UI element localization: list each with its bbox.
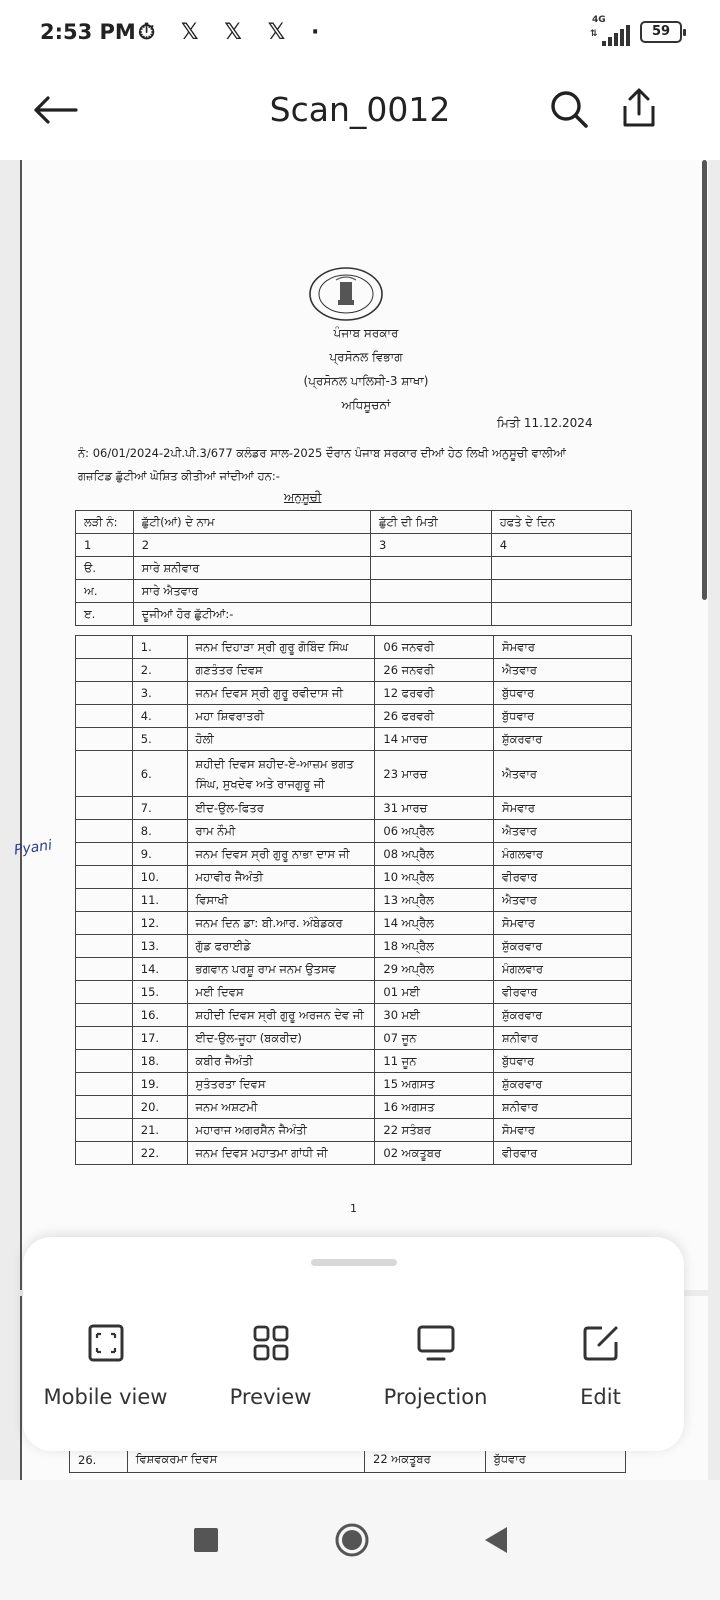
holiday-date: 16 ਅਗਸਤ — [375, 1096, 494, 1119]
holiday-name: ਜਨਮ ਦਿਵਸ ਸ੍ਰੀ ਗੁਰੂ ਰਵੀਦਾਸ ਜੀ — [187, 682, 375, 705]
holiday-day: ਸ਼ੁੱਕਰਵਾਰ — [494, 728, 632, 751]
holiday-date: 14 ਅਪ੍ਰੈਲ — [375, 912, 494, 935]
holiday-no: 3. — [132, 682, 187, 705]
holiday-name: ਮਹਾ ਸ਼ਿਵਰਾਤਰੀ — [187, 705, 375, 728]
holiday-no: 13. — [132, 935, 187, 958]
table-row — [76, 1027, 632, 1050]
holiday-day: ਸ਼ੁੱਕਰਵਾਰ — [494, 1004, 632, 1027]
memo-line-2: ਗਜ਼ਟਿਡ ਛੁੱਟੀਆਂ ਘੋਸ਼ਿਤ ਕੀਤੀਆਂ ਜਾਂਦੀਆਂ ਹਨ:- — [78, 469, 280, 483]
holiday-day: ਸ਼ਨੀਵਾਰ — [494, 1096, 632, 1119]
holiday-day: ਬੁੱਧਵਾਰ — [494, 1050, 632, 1073]
holiday-no: 9. — [132, 843, 187, 866]
preview-button[interactable] — [188, 1323, 353, 1409]
header-line-2: ਪ੍ਰਸੋਨਲ ਵਿਭਾਗ — [329, 350, 403, 364]
holiday-name: ਵਿਸਾਖੀ — [187, 889, 375, 912]
indent-cell — [76, 843, 133, 866]
holiday-no: 18. — [132, 1050, 187, 1073]
holiday-name: ਈਦ-ਉਲ-ਜੂਹਾ (ਬਕਰੀਦ) — [187, 1027, 375, 1050]
notification-icons: ⏱ 𝕏 𝕏 𝕏 · — [138, 20, 329, 45]
holiday-date: 26 ਫਰਵਰੀ — [375, 705, 494, 728]
holiday-date: 02 ਅਕਤੂਬਰ — [375, 1142, 494, 1165]
holiday-date: 14 ਮਾਰਚ — [375, 728, 494, 751]
search-button[interactable] — [546, 86, 592, 132]
back-triangle-icon — [483, 1526, 509, 1554]
holiday-date: 01 ਮਈ — [375, 981, 494, 1004]
holiday-day: ਐਤਵਾਰ — [494, 751, 632, 797]
holiday-name: ਕਬੀਰ ਜੈਅੰਤੀ — [187, 1050, 375, 1073]
table-row — [76, 935, 632, 958]
indent-cell — [76, 981, 133, 1004]
table-row — [76, 1119, 632, 1142]
app-bar — [0, 70, 720, 160]
table-row — [76, 705, 632, 728]
holiday-no: 16. — [132, 1004, 187, 1027]
table-row — [76, 1004, 632, 1027]
holiday-no: 26. — [70, 1447, 128, 1473]
holiday-no: 1. — [132, 636, 187, 659]
holiday-day: ਬੁੱਧਵਾਰ — [485, 1447, 625, 1473]
page-number: 1 — [350, 1202, 357, 1215]
drag-handle[interactable] — [311, 1259, 397, 1266]
holiday-name: ਸੁਤੰਤਰਤਾ ਦਿਵਸ — [187, 1073, 375, 1096]
holiday-day: ਮੰਗਲਵਾਰ — [494, 843, 632, 866]
indent-cell — [76, 820, 133, 843]
scan-page-1 — [13, 160, 708, 1290]
action-label: Projection — [383, 1385, 488, 1409]
holiday-no: 17. — [132, 1027, 187, 1050]
holiday-date: 22 ਸਤੰਬਰ — [375, 1119, 494, 1142]
holiday-date: 23 ਮਾਰਚ — [375, 751, 494, 797]
holiday-day: ਸ਼ੁੱਕਰਵਾਰ — [494, 935, 632, 958]
holiday-name: ਮਹਾਰਾਜ ਅਗਰਸੈਨ ਜੈਅੰਤੀ — [187, 1119, 375, 1142]
header-cell: ਛੁੱਟੀ ਦੀ ਮਿਤੀ — [371, 511, 492, 534]
holiday-date: 06 ਅਪ੍ਰੈਲ — [375, 820, 494, 843]
holiday-name: ਈਦ-ਉਲ-ਫਿਤਰ — [187, 797, 375, 820]
holiday-no: 14. — [132, 958, 187, 981]
projection-button[interactable] — [353, 1323, 518, 1409]
group-row — [76, 580, 632, 603]
holiday-date: 26 ਜਨਵਰੀ — [375, 659, 494, 682]
holiday-day: ਬੁੱਧਵਾਰ — [494, 682, 632, 705]
indent-cell — [76, 889, 133, 912]
holiday-date: 08 ਅਪ੍ਰੈਲ — [375, 843, 494, 866]
table-row — [76, 1142, 632, 1165]
holiday-day: ਐਤਵਾਰ — [494, 820, 632, 843]
holiday-day: ਵੀਰਵਾਰ — [494, 866, 632, 889]
table-row — [76, 958, 632, 981]
column-number-row — [76, 534, 632, 557]
holiday-no: 20. — [132, 1096, 187, 1119]
table-row — [76, 682, 632, 705]
group-row — [76, 603, 632, 626]
holiday-name: ਰਾਮ ਨੌਮੀ — [187, 820, 375, 843]
table-row — [76, 981, 632, 1004]
holiday-date: 22 ਅਕਤੂਬਰ — [365, 1447, 486, 1473]
indent-cell — [76, 958, 133, 981]
holiday-day: ਐਤਵਾਰ — [494, 659, 632, 682]
header-line-1: ਪੰਜਾਬ ਸਰਕਾਰ — [333, 326, 399, 340]
holiday-day: ਸ਼ਨੀਵਾਰ — [494, 1027, 632, 1050]
header-cell: ਛੁੱਟੀ(ਆਂ) ਦੇ ਨਾਮ — [133, 511, 370, 534]
fullscreen-icon — [86, 1323, 126, 1363]
holiday-date: 18 ਅਪ੍ਰੈਲ — [375, 935, 494, 958]
holiday-no: 7. — [132, 797, 187, 820]
edit-button[interactable] — [518, 1323, 683, 1409]
indent-cell — [76, 751, 133, 797]
holiday-name: ਜਨਮ ਦਿਹਾੜਾ ਸ੍ਰੀ ਗੁਰੂ ਗੋਬਿੰਦ ਸਿੰਘ — [187, 636, 375, 659]
header-cell: ਲੜੀ ਨੰ: — [76, 511, 134, 534]
holiday-day: ਵੀਰਵਾਰ — [494, 1142, 632, 1165]
holiday-day: ਸ਼ੁੱਕਰਵਾਰ — [494, 1073, 632, 1096]
holiday-day: ਵੀਰਵਾਰ — [494, 981, 632, 1004]
holiday-name: ਗੁੱਡ ਫਰਾਈਡੇ — [187, 935, 375, 958]
group-code: ੲ. — [76, 603, 134, 626]
holiday-date: 13 ਅਪ੍ਰੈਲ — [375, 889, 494, 912]
holiday-name: ਜਨਮ ਅਸ਼ਟਮੀ — [187, 1096, 375, 1119]
column-number: 1 — [76, 534, 134, 557]
status-bar — [0, 0, 720, 70]
holiday-day: ਸੋਮਵਾਰ — [494, 636, 632, 659]
holiday-name: ਸ਼ਹੀਦੀ ਦਿਵਸ ਸ਼ਹੀਦ-ਏ-ਆਜ਼ਮ ਭਗਤ ਸਿੰਘ, ਸੁਖਦੇਵ ਅਤੇ ਰਾਜਗੁਰੂ ਜੀ — [187, 751, 375, 797]
group-code: ਅ. — [76, 580, 134, 603]
indent-cell — [76, 682, 133, 705]
indent-cell — [76, 912, 133, 935]
holiday-name: ਸ਼ਹੀਦੀ ਦਿਵਸ ਸ੍ਰੀ ਗੁਰੂ ਅਰਜਨ ਦੇਵ ਜੀ — [187, 1004, 375, 1027]
indent-cell — [76, 1119, 133, 1142]
handwritten-note: Pyani — [13, 837, 54, 859]
home-button[interactable] — [322, 1510, 382, 1570]
holiday-no: 6. — [132, 751, 187, 797]
grid-icon — [251, 1323, 291, 1363]
indent-cell — [76, 1073, 133, 1096]
group-code: ੳ. — [76, 557, 134, 580]
holiday-day: ਸੋਮਵਾਰ — [494, 797, 632, 820]
indent-cell — [76, 1050, 133, 1073]
holiday-day: ਸੋਮਵਾਰ — [494, 912, 632, 935]
holiday-name: ਹੋਲੀ — [187, 728, 375, 751]
notification-date: ਮਿਤੀ 11.12.2024 — [497, 416, 593, 430]
table-header-row — [76, 511, 632, 534]
indent-cell — [76, 866, 133, 889]
indent-cell — [76, 1096, 133, 1119]
status-time: 2:53 PM — [40, 20, 136, 44]
action-label: Edit — [580, 1385, 621, 1409]
table-row — [76, 636, 632, 659]
share-button[interactable] — [618, 84, 660, 132]
holiday-no: 8. — [132, 820, 187, 843]
column-number: 2 — [133, 534, 370, 557]
group-label: ਸਾਰੇ ਸ਼ਨੀਵਾਰ — [133, 557, 370, 580]
signal-icon — [590, 15, 630, 46]
holiday-date: 15 ਅਗਸਤ — [375, 1073, 494, 1096]
holiday-name: ਵਿਸ਼ਵਕਰਮਾ ਦਿਵਸ — [127, 1447, 364, 1473]
group-label: ਦੂਜੀਆਂ ਹੋਰ ਛੁੱਟੀਆਂ:- — [133, 603, 370, 626]
column-number: 4 — [491, 534, 631, 557]
action-row — [23, 1323, 684, 1409]
battery-icon: 59 — [640, 21, 682, 43]
holiday-no: 15. — [132, 981, 187, 1004]
indent-cell — [76, 1027, 133, 1050]
holiday-name: ਗਣਤੰਤਰ ਦਿਵਸ — [187, 659, 375, 682]
memo-line-1: ਨੰ: 06/01/2024-2ਪੀ.ਪੀ.3/677 ਕਲੰਡਰ ਸਾਲ-2025 ਦੌਰਾਨ ਪੰਜਾਬ ਸਰਕਾਰ ਦੀਆਂ ਹੇਠ ਲਿਖੀ ਅਨੁਸੂਚੀ ਵਾਲੀਆਂ — [78, 446, 566, 460]
holiday-no: 2. — [132, 659, 187, 682]
holiday-name: ਜਨਮ ਦਿਨ ਡਾ: ਬੀ.ਆਰ. ਅੰਬੇਡਕਰ — [187, 912, 375, 935]
indent-cell — [76, 1142, 133, 1165]
table-row — [76, 1096, 632, 1119]
action-label: Preview — [229, 1385, 312, 1409]
column-number: 3 — [371, 534, 492, 557]
holiday-name: ਮਹਾਵੀਰ ਜੈਅੰਤੀ — [187, 866, 375, 889]
holiday-no: 21. — [132, 1119, 187, 1142]
monitor-icon — [416, 1323, 456, 1363]
holiday-date: 29 ਅਪ੍ਰੈਲ — [375, 958, 494, 981]
action-label: Mobile view — [43, 1385, 168, 1409]
table-row — [76, 1050, 632, 1073]
header-line-3: (ਪ੍ਰਸੋਨਲ ਪਾਲਿਸੀ-3 ਸ਼ਾਖਾ) — [303, 374, 429, 388]
table-row — [76, 866, 632, 889]
holiday-no: 4. — [132, 705, 187, 728]
holiday-date: 07 ਜੂਨ — [375, 1027, 494, 1050]
table-row — [76, 1073, 632, 1096]
indent-cell — [76, 705, 133, 728]
holiday-no: 11. — [132, 889, 187, 912]
data-arrows-icon: ⇅ — [590, 29, 598, 39]
memo-text — [78, 442, 678, 488]
table-row — [76, 843, 632, 866]
holiday-name: ਜਨਮ ਦਿਵਸ ਸ੍ਰੀ ਗੁਰੂ ਨਾਭਾ ਦਾਸ ਜੀ — [187, 843, 375, 866]
recents-button[interactable] — [176, 1510, 236, 1570]
table-row — [76, 751, 632, 797]
home-icon — [334, 1522, 370, 1558]
table-row — [76, 912, 632, 935]
table-row — [76, 728, 632, 751]
annex-title: ਅਨੁਸੂਚੀ — [284, 490, 322, 504]
holiday-table — [75, 510, 632, 626]
table-row — [76, 797, 632, 820]
holiday-no: 12. — [132, 912, 187, 935]
table-row — [76, 659, 632, 682]
network-type: 4G — [592, 15, 606, 25]
group-row — [76, 557, 632, 580]
group-label: ਸਾਰੇ ਐਤਵਾਰ — [133, 580, 370, 603]
header-cell: ਹਫਤੇ ਦੇ ਦਿਨ — [491, 511, 631, 534]
holiday-name: ਭਗਵਾਨ ਪਰਸ਼ੂ ਰਾਮ ਜਨਮ ਉਤਸਵ — [187, 958, 375, 981]
holiday-list-table — [75, 635, 632, 1165]
table-row — [76, 889, 632, 912]
indent-cell — [76, 636, 133, 659]
holiday-day: ਐਤਵਾਰ — [494, 889, 632, 912]
holiday-name: ਜਨਮ ਦਿਵਸ ਮਹਾਤਮਾ ਗਾਂਧੀ ਜੀ — [187, 1142, 375, 1165]
holiday-no: 19. — [132, 1073, 187, 1096]
holiday-day: ਬੁੱਧਵਾਰ — [494, 705, 632, 728]
holiday-no: 10. — [132, 866, 187, 889]
status-indicators — [590, 15, 682, 46]
indent-cell — [76, 659, 133, 682]
scrollbar[interactable] — [702, 160, 707, 600]
bottom-sheet — [23, 1237, 684, 1451]
holiday-name: ਮਈ ਦਿਵਸ — [187, 981, 375, 1004]
indent-cell — [76, 1004, 133, 1027]
edit-icon — [581, 1323, 621, 1363]
holiday-date: 11 ਜੂਨ — [375, 1050, 494, 1073]
indent-cell — [76, 728, 133, 751]
back-nav-button[interactable] — [466, 1510, 526, 1570]
search-icon — [549, 89, 589, 129]
indent-cell — [76, 797, 133, 820]
holiday-date: 30 ਮਈ — [375, 1004, 494, 1027]
holiday-date: 10 ਅਪ੍ਰੈਲ — [375, 866, 494, 889]
holiday-date: 31 ਮਾਰਚ — [375, 797, 494, 820]
holiday-day: ਮੰਗਲਵਾਰ — [494, 958, 632, 981]
share-icon — [621, 88, 657, 128]
holiday-no: 22. — [132, 1142, 187, 1165]
recents-icon — [193, 1527, 219, 1553]
navigation-bar — [0, 1480, 720, 1600]
emblem-seal-icon — [308, 266, 384, 322]
document-title: Scan_0012 — [269, 90, 451, 129]
holiday-date: 12 ਫਰਵਰੀ — [375, 682, 494, 705]
holiday-day: ਸੋਮਵਾਰ — [494, 1119, 632, 1142]
indent-cell — [76, 935, 133, 958]
mobile-view-button[interactable] — [23, 1323, 188, 1409]
table-row — [76, 820, 632, 843]
holiday-no: 5. — [132, 728, 187, 751]
holiday-date: 06 ਜਨਵਰੀ — [375, 636, 494, 659]
header-line-4: ਅਧਿਸੂਚਨਾਂ — [341, 398, 391, 412]
